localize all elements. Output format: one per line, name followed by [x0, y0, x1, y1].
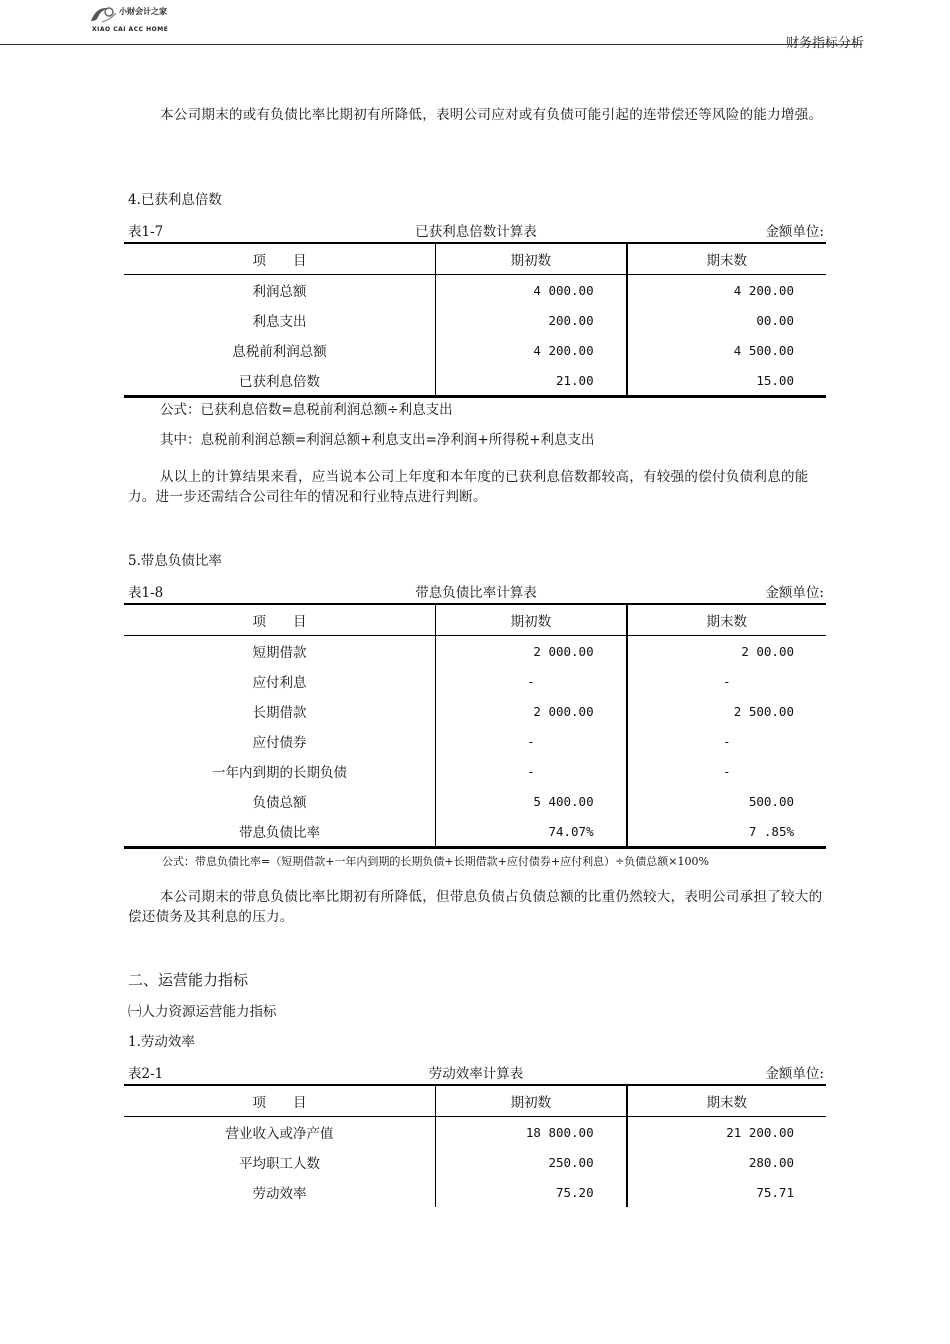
- cell-begin: 2 000.00: [436, 696, 627, 726]
- table-number: 表1-8: [128, 585, 164, 601]
- row-label: 负债总额: [124, 786, 436, 816]
- cell-begin: 18 800.00: [436, 1117, 627, 1148]
- table-row: [124, 305, 826, 335]
- row-label: 平均职工人数: [124, 1147, 436, 1177]
- table-unit: 金额单位:: [765, 1066, 824, 1082]
- header-rule: [0, 44, 862, 45]
- row-label: 利润总额: [124, 275, 436, 306]
- cell-end: 280.00: [748, 1154, 794, 1170]
- logo-en: XIAO CAI ACC HOME: [92, 26, 169, 33]
- formula-line: 公式：带息负债比率=（短期借款+一年内到期的长期负债+长期借款+应付债券+应付利息）÷负债总额×100%: [162, 855, 709, 868]
- cell-end: 4 200.00: [733, 282, 794, 298]
- cell-end: 2 00.00: [741, 643, 794, 659]
- row-label: 营业收入或净产值: [124, 1117, 436, 1148]
- cell-end: -: [723, 733, 731, 749]
- contingent-liability-paragraph: 本公司期末的或有负债比率比期初有所降低，表明公司应对或有负债可能引起的连带偿还等风险的能力增强。: [160, 107, 823, 123]
- row-label: 短期借款: [124, 636, 436, 667]
- table-caption: [128, 220, 824, 240]
- table-row: [124, 636, 826, 667]
- table-row: [124, 335, 826, 365]
- col-begin: 期初数: [436, 243, 627, 275]
- col-end: 期末数: [627, 243, 826, 275]
- logo-cn: 小财会计之家: [119, 7, 167, 16]
- table-unit: 金额单位:: [765, 224, 824, 240]
- cell-begin: 75.20: [436, 1177, 627, 1207]
- row-label: 带息负债比率: [124, 816, 436, 848]
- row-label: 息税前利润总额: [124, 335, 436, 365]
- row-label: 应付利息: [124, 666, 436, 696]
- cell-end: 7 .85%: [627, 816, 826, 848]
- table-title: 带息负债比率计算表: [415, 585, 537, 601]
- cell-begin: -: [436, 756, 627, 786]
- cell-end: 00.00: [756, 312, 794, 328]
- cell-begin: 250.00: [436, 1147, 627, 1177]
- item-heading: 1.劳动效率: [128, 1034, 195, 1050]
- document-title: 财务指标分析: [785, 36, 864, 51]
- interest-bearing-debt-table: [124, 603, 826, 849]
- labor-efficiency-table: [124, 1084, 826, 1207]
- cell-end: 500.00: [748, 793, 794, 809]
- cell-end: 15.00: [627, 365, 826, 397]
- col-end: 期末数: [627, 1085, 826, 1117]
- col-end: 期末数: [627, 604, 826, 636]
- table-number: 表2-1: [128, 1066, 164, 1082]
- col-begin: 期初数: [436, 604, 627, 636]
- cell-end: -: [723, 763, 731, 779]
- logo-swirl-icon: [88, 4, 118, 26]
- cell-begin: 5 400.00: [436, 786, 627, 816]
- col-begin: 期初数: [436, 1085, 627, 1117]
- analysis-paragraph: 从以上的计算结果来看，应当说本公司上年度和本年度的已获利息倍数都较高，有较强的偿付负债利息的能力。进一步还需结合公司往年的情况和行业特点进行判断。: [128, 469, 809, 505]
- col-item: 项 目: [124, 243, 436, 275]
- table-row: [124, 696, 826, 726]
- analysis-paragraph: 本公司期末的带息负债比率比期初有所降低，但带息负债占负债总额的比重仍然较大，表明公司承担了较大的偿还债务及其利息的压力。: [128, 889, 823, 925]
- formula-line: 其中：息税前利润总额=利润总额+利息支出=净利润+所得税+利息支出: [160, 432, 595, 448]
- col-item: 项 目: [124, 604, 436, 636]
- table-title: 已获利息倍数计算表: [415, 224, 537, 240]
- cell-end: 2 500.00: [733, 703, 794, 719]
- row-label: 已获利息倍数: [124, 365, 436, 397]
- cell-end: 21 200.00: [726, 1124, 794, 1140]
- table-row: [124, 1177, 826, 1207]
- table-row: [124, 726, 826, 756]
- cell-begin: -: [436, 726, 627, 756]
- cell-begin: -: [436, 666, 627, 696]
- section-heading: 5.带息负债比率: [128, 553, 222, 569]
- table-row: [124, 816, 826, 848]
- table-caption: [128, 1062, 824, 1082]
- cell-end: 4 500.00: [733, 342, 794, 358]
- row-label: 一年内到期的长期负债: [124, 756, 436, 786]
- cell-begin: 74.07%: [436, 816, 627, 848]
- col-item: 项 目: [124, 1085, 436, 1117]
- table-row: [124, 275, 826, 306]
- section-heading: 4.已获利息倍数: [128, 192, 222, 208]
- table-caption: [128, 581, 824, 601]
- chapter-heading: 二、运营能力指标: [128, 971, 249, 989]
- table-number: 表1-7: [128, 224, 164, 240]
- cell-end: -: [723, 673, 731, 689]
- interest-coverage-table: [124, 242, 826, 398]
- cell-begin: 21.00: [436, 365, 627, 397]
- table-title: 劳动效率计算表: [428, 1066, 524, 1082]
- cell-begin: 4 000.00: [436, 275, 627, 306]
- table-row: [124, 666, 826, 696]
- row-label: 利息支出: [124, 305, 436, 335]
- cell-begin: 4 200.00: [436, 335, 627, 365]
- row-label: 长期借款: [124, 696, 436, 726]
- table-row: [124, 786, 826, 816]
- row-label: 劳动效率: [124, 1177, 436, 1207]
- table-row: [124, 1117, 826, 1148]
- table-unit: 金额单位:: [765, 585, 824, 601]
- formula-line: 公式：已获利息倍数=息税前利润总额÷利息支出: [160, 402, 453, 418]
- table-header-row: [124, 604, 826, 636]
- table-row: [124, 365, 826, 397]
- subsection-heading: ㈠人力资源运营能力指标: [128, 1004, 277, 1020]
- table-row: [124, 1147, 826, 1177]
- table-header-row: [124, 1085, 826, 1117]
- cell-begin: 2 000.00: [436, 636, 627, 667]
- table-header-row: [124, 243, 826, 275]
- row-label: 应付债券: [124, 726, 436, 756]
- cell-begin: 200.00: [436, 305, 627, 335]
- table-row: [124, 756, 826, 786]
- cell-end: 75.71: [756, 1184, 794, 1200]
